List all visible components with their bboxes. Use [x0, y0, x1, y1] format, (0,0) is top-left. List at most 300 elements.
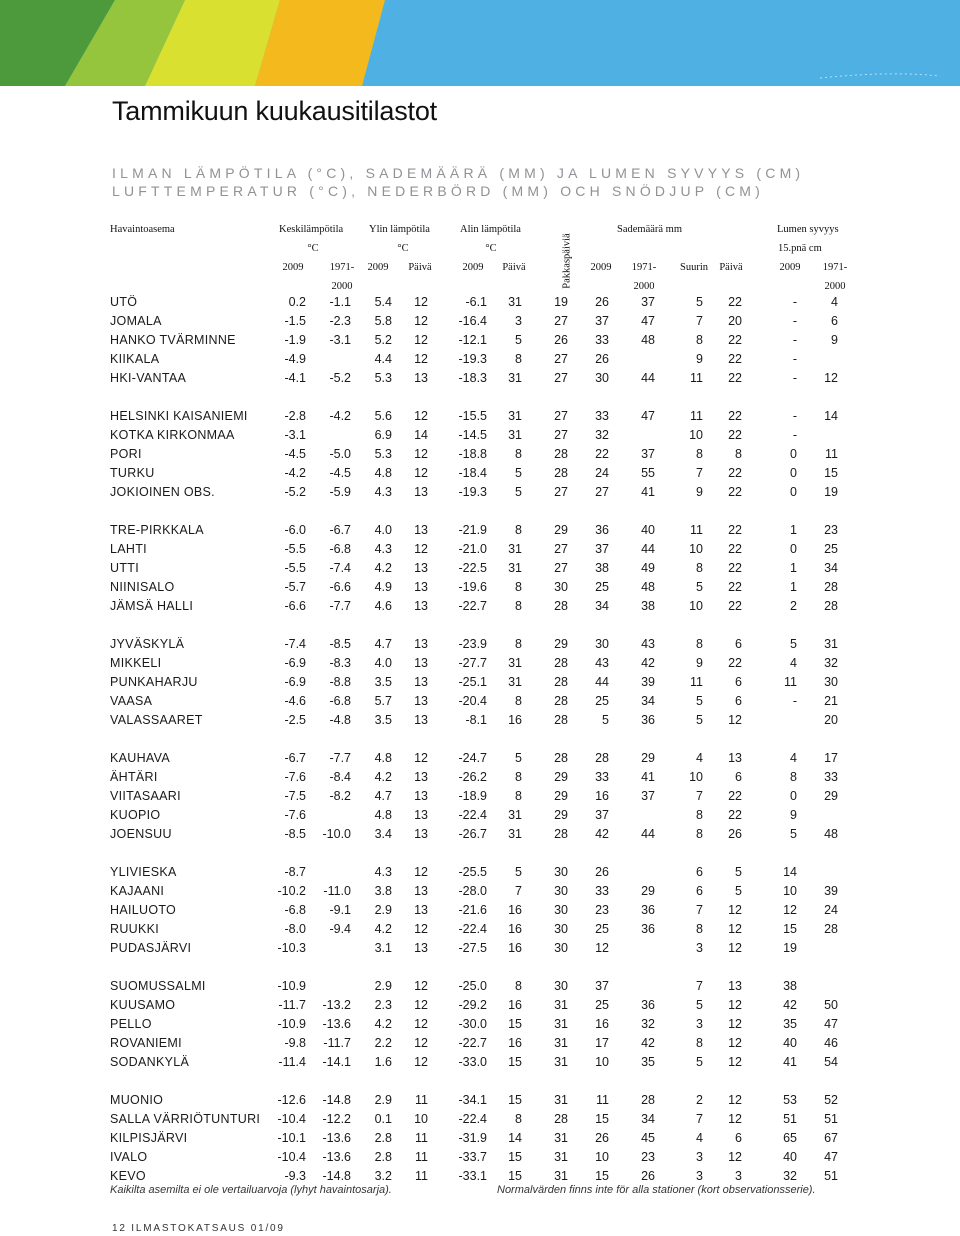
cell-precip-day: 22 [728, 352, 742, 366]
cell-max-2009: 2.9 [374, 1093, 392, 1107]
cell-min-day: 8 [515, 599, 522, 613]
cell-snow-normal: 23 [824, 523, 838, 537]
cell-mean-2009: -4.2 [284, 466, 306, 480]
header-precip-2000: 2000 [633, 281, 655, 292]
cell-min-day: 15 [508, 1055, 522, 1069]
cell-min-day: 31 [508, 656, 522, 670]
cell-mean-2009: -10.2 [277, 884, 306, 898]
header-precip-day: Päivä [719, 262, 743, 273]
cell-precip-day: 22 [728, 656, 742, 670]
cell-precip-max: 8 [696, 827, 703, 841]
table-row [0, 920, 960, 939]
table-row [0, 445, 960, 464]
cell-mean-2009: -5.7 [284, 580, 306, 594]
cell-min-2009: -14.5 [458, 428, 487, 442]
table-row [0, 483, 960, 502]
cell-snow-normal: 19 [824, 485, 838, 499]
cell-frost-days: 31 [554, 1169, 568, 1183]
cell-max-2009: 4.8 [374, 751, 392, 765]
cell-min-2009: -22.4 [458, 808, 487, 822]
cell-snow-2009: 65 [783, 1131, 797, 1145]
header-snow: Lumen syvyys [777, 224, 839, 235]
cell-min-day: 8 [515, 352, 522, 366]
cell-precip-2009: 17 [595, 1036, 609, 1050]
cell-min-day: 8 [515, 979, 522, 993]
cell-precip-2009: 25 [595, 922, 609, 936]
cell-precip-normal: 35 [641, 1055, 655, 1069]
cell-precip-max: 5 [696, 713, 703, 727]
station-name: MUONIO [110, 1093, 164, 1107]
cell-mean-normal: -5.9 [329, 485, 351, 499]
cell-max-day: 10 [414, 1112, 428, 1126]
station-name: KUOPIO [110, 808, 161, 822]
cell-mean-2009: -5.5 [284, 542, 306, 556]
station-name: JOKIOINEN OBS. [110, 485, 215, 499]
cell-max-2009: 4.6 [374, 599, 392, 613]
cell-precip-2009: 37 [595, 808, 609, 822]
cell-precip-day: 12 [728, 1112, 742, 1126]
cell-precip-max: 10 [689, 770, 703, 784]
header-precip: Sademäärä mm [617, 224, 683, 235]
cell-precip-max: 7 [696, 979, 703, 993]
cell-precip-normal: 23 [641, 1150, 655, 1164]
cell-min-day: 15 [508, 1093, 522, 1107]
cell-snow-normal: 25 [824, 542, 838, 556]
station-name: JOENSUU [110, 827, 172, 841]
cell-frost-days: 28 [554, 656, 568, 670]
cell-mean-2009: -10.9 [277, 979, 306, 993]
cell-precip-max: 10 [689, 542, 703, 556]
subtitle-finnish: ILMAN LÄMPÖTILA (°C), SADEMÄÄRÄ (MM) JA LUMEN SYVYYS (CM) [112, 165, 805, 181]
cell-min-day: 8 [515, 1112, 522, 1126]
cell-min-day: 5 [515, 333, 522, 347]
cell-min-2009: -16.4 [458, 314, 487, 328]
cell-min-2009: -6.1 [465, 295, 487, 309]
cell-snow-normal: 34 [824, 561, 838, 575]
cell-precip-2009: 37 [595, 542, 609, 556]
cell-max-2009: 2.2 [374, 1036, 392, 1050]
cell-frost-days: 29 [554, 637, 568, 651]
cell-min-2009: -25.0 [458, 979, 487, 993]
station-name: HKI-VANTAA [110, 371, 187, 385]
header-station: Havaintoasema [110, 224, 175, 235]
cell-frost-days: 28 [554, 827, 568, 841]
cell-max-day: 13 [414, 371, 428, 385]
cell-min-2009: -8.1 [465, 713, 487, 727]
table-row [0, 635, 960, 654]
cell-precip-2009: 25 [595, 580, 609, 594]
cell-min-day: 16 [508, 998, 522, 1012]
cell-min-2009: -18.3 [458, 371, 487, 385]
cell-min-2009: -21.6 [458, 903, 487, 917]
cell-precip-day: 22 [728, 599, 742, 613]
cell-frost-days: 28 [554, 694, 568, 708]
cell-min-2009: -18.8 [458, 447, 487, 461]
cell-max-day: 13 [414, 599, 428, 613]
station-name: VAASA [110, 694, 153, 708]
cell-snow-normal: 48 [824, 827, 838, 841]
cell-max-day: 12 [414, 979, 428, 993]
cell-frost-days: 28 [554, 751, 568, 765]
subtitle-swedish: LUFTTEMPERATUR (°C), NEDERBÖRD (MM) OCH SNÖDJUP (CM) [112, 183, 765, 199]
cell-min-day: 15 [508, 1150, 522, 1164]
cell-max-day: 13 [414, 523, 428, 537]
cell-precip-day: 22 [728, 409, 742, 423]
cell-max-day: 12 [414, 1055, 428, 1069]
cell-mean-normal: -4.8 [329, 713, 351, 727]
cell-mean-normal: -14.1 [322, 1055, 351, 1069]
cell-max-2009: 3.5 [374, 675, 392, 689]
cell-frost-days: 30 [554, 580, 568, 594]
cell-precip-2009: 10 [595, 1055, 609, 1069]
station-name: VIITASAARI [110, 789, 181, 803]
cell-snow-2009: 4 [790, 656, 797, 670]
cell-precip-max: 11 [690, 409, 703, 423]
cell-max-2009: 5.7 [374, 694, 392, 708]
cell-min-day: 5 [515, 751, 522, 765]
cell-mean-normal: -4.2 [329, 409, 351, 423]
cell-min-2009: -19.3 [458, 485, 487, 499]
table-row [0, 1015, 960, 1034]
cell-min-day: 31 [508, 675, 522, 689]
cell-precip-day: 22 [728, 789, 742, 803]
cell-snow-normal: 51 [824, 1169, 838, 1183]
cell-mean-2009: -9.8 [284, 1036, 306, 1050]
cell-mean-2009: -8.7 [284, 865, 306, 879]
cell-precip-normal: 36 [641, 998, 655, 1012]
cell-precip-normal: 28 [641, 1093, 655, 1107]
cell-max-day: 13 [414, 808, 428, 822]
station-name: VALASSAARET [110, 713, 203, 727]
cell-mean-2009: -4.6 [284, 694, 306, 708]
cell-precip-normal: 45 [641, 1131, 655, 1145]
cell-precip-2009: 33 [595, 884, 609, 898]
cell-precip-2009: 15 [595, 1169, 609, 1183]
cell-max-2009: 4.3 [374, 485, 392, 499]
cell-max-day: 12 [414, 865, 428, 879]
cell-precip-normal: 44 [641, 542, 655, 556]
cell-max-2009: 5.2 [374, 333, 392, 347]
cell-snow-normal: 46 [824, 1036, 838, 1050]
cell-mean-2009: -11.7 [278, 998, 306, 1012]
cell-max-2009: 3.4 [374, 827, 392, 841]
station-name: UTÖ [110, 295, 138, 309]
cell-snow-normal: 17 [824, 751, 838, 765]
cell-max-2009: 5.3 [374, 447, 392, 461]
cell-min-day: 16 [508, 941, 522, 955]
cell-precip-max: 11 [690, 371, 703, 385]
cell-min-2009: -26.7 [458, 827, 487, 841]
cell-precip-normal: 26 [641, 1169, 655, 1183]
cell-max-day: 12 [414, 1017, 428, 1031]
cell-precip-2009: 37 [595, 314, 609, 328]
table-row [0, 673, 960, 692]
cell-precip-2009: 23 [595, 903, 609, 917]
cell-snow-normal: 47 [824, 1017, 838, 1031]
cell-precip-max: 8 [696, 447, 703, 461]
cell-precip-2009: 26 [595, 352, 609, 366]
cell-precip-normal: 37 [641, 789, 655, 803]
cell-precip-day: 6 [735, 637, 742, 651]
cell-precip-max: 6 [696, 884, 703, 898]
cell-precip-normal: 42 [641, 656, 655, 670]
cell-snow-2009: - [792, 295, 797, 309]
cell-precip-normal: 38 [641, 599, 655, 613]
cell-mean-normal: -6.8 [329, 542, 351, 556]
cell-precip-normal: 41 [641, 770, 655, 784]
cell-max-2009: 4.7 [374, 637, 392, 651]
cell-precip-2009: 27 [595, 485, 609, 499]
cell-precip-day: 12 [728, 1036, 742, 1050]
cell-min-day: 7 [515, 884, 522, 898]
cell-mean-2009: -11.4 [278, 1055, 306, 1069]
cell-min-day: 8 [515, 447, 522, 461]
table-row [0, 768, 960, 787]
cell-snow-2009: 40 [783, 1036, 797, 1050]
banner-graphic [0, 0, 960, 86]
cell-min-day: 8 [515, 580, 522, 594]
cell-precip-max: 9 [696, 656, 703, 670]
cell-min-2009: -18.9 [458, 789, 487, 803]
cell-min-day: 16 [508, 922, 522, 936]
table-row [0, 597, 960, 616]
cell-frost-days: 28 [554, 466, 568, 480]
cell-mean-2009: -6.8 [284, 903, 306, 917]
cell-precip-max: 8 [696, 333, 703, 347]
cell-precip-normal: 49 [641, 561, 655, 575]
cell-mean-normal: -1.1 [329, 295, 351, 309]
cell-snow-normal: 14 [824, 409, 838, 423]
cell-precip-2009: 42 [595, 827, 609, 841]
cell-precip-max: 5 [696, 580, 703, 594]
cell-precip-max: 11 [690, 675, 703, 689]
cell-snow-2009: - [792, 409, 797, 423]
cell-snow-2009: 19 [783, 941, 797, 955]
cell-precip-day: 13 [728, 979, 742, 993]
cell-precip-day: 22 [728, 333, 742, 347]
station-name: TURKU [110, 466, 155, 480]
cell-precip-normal: 34 [641, 694, 655, 708]
station-name: RUUKKI [110, 922, 160, 936]
cell-precip-2009: 11 [596, 1093, 609, 1107]
cell-max-day: 12 [414, 352, 428, 366]
station-name: KUUSAMO [110, 998, 176, 1012]
cell-min-2009: -31.9 [458, 1131, 487, 1145]
cell-precip-day: 22 [728, 580, 742, 594]
cell-max-2009: 3.5 [374, 713, 392, 727]
header-snow-1971: 1971- [822, 262, 848, 273]
station-name: KAUHAVA [110, 751, 170, 765]
cell-mean-2009: -7.4 [284, 637, 306, 651]
cell-precip-normal: 47 [641, 409, 655, 423]
page-title: Tammikuun kuukausitilastot [112, 96, 437, 126]
cell-mean-normal: -10.0 [322, 827, 351, 841]
cell-max-2009: 3.8 [374, 884, 392, 898]
cell-precip-max: 4 [696, 1131, 703, 1145]
cell-mean-2009: -1.9 [284, 333, 306, 347]
cell-max-day: 12 [414, 295, 428, 309]
cell-precip-max: 5 [696, 998, 703, 1012]
cell-snow-2009: 41 [783, 1055, 797, 1069]
cell-precip-max: 2 [696, 1093, 703, 1107]
table-row [0, 692, 960, 711]
cell-min-day: 31 [508, 561, 522, 575]
cell-precip-day: 22 [728, 428, 742, 442]
cell-max-2009: 4.9 [374, 580, 392, 594]
cell-min-2009: -22.7 [458, 1036, 487, 1050]
table-row [0, 407, 960, 426]
cell-snow-normal: 9 [831, 333, 838, 347]
cell-min-day: 15 [508, 1017, 522, 1031]
cell-precip-normal: 43 [641, 637, 655, 651]
cell-precip-day: 6 [735, 1131, 742, 1145]
cell-frost-days: 28 [554, 599, 568, 613]
cell-frost-days: 27 [554, 409, 568, 423]
header-min-day: Päivä [502, 262, 526, 273]
cell-snow-normal: 28 [824, 922, 838, 936]
cell-min-2009: -22.5 [458, 561, 487, 575]
cell-snow-2009: 10 [783, 884, 797, 898]
cell-precip-day: 6 [735, 675, 742, 689]
cell-precip-normal: 48 [641, 580, 655, 594]
cell-mean-2009: -8.0 [284, 922, 306, 936]
cell-max-2009: 4.8 [374, 466, 392, 480]
cell-snow-2009: 0 [790, 466, 797, 480]
cell-precip-day: 22 [728, 542, 742, 556]
cell-precip-day: 26 [728, 827, 742, 841]
cell-snow-2009: - [792, 333, 797, 347]
cell-snow-2009: 15 [783, 922, 797, 936]
cell-snow-normal: 24 [824, 903, 838, 917]
cell-max-day: 13 [414, 485, 428, 499]
cell-max-2009: 0.1 [374, 1112, 392, 1126]
cell-snow-normal: 47 [824, 1150, 838, 1164]
cell-precip-max: 7 [696, 314, 703, 328]
cell-snow-2009: 5 [790, 637, 797, 651]
cell-precip-normal: 34 [641, 1112, 655, 1126]
cell-snow-2009: 1 [790, 580, 797, 594]
station-name: TRE-PIRKKALA [110, 523, 204, 537]
cell-max-day: 12 [414, 409, 428, 423]
station-name: PUDASJÄRVI [110, 941, 192, 955]
cell-precip-day: 22 [728, 485, 742, 499]
cell-frost-days: 31 [554, 1093, 568, 1107]
cell-mean-2009: -4.5 [284, 447, 306, 461]
cell-precip-day: 5 [735, 865, 742, 879]
cell-mean-normal: -6.6 [329, 580, 351, 594]
table-row [0, 996, 960, 1015]
cell-frost-days: 28 [554, 1112, 568, 1126]
cell-max-2009: 3.2 [374, 1169, 392, 1183]
cell-snow-2009: 2 [790, 599, 797, 613]
cell-frost-days: 28 [554, 447, 568, 461]
cell-precip-2009: 44 [595, 675, 609, 689]
table-row [0, 711, 960, 730]
cell-precip-2009: 36 [595, 523, 609, 537]
table-row [0, 540, 960, 559]
cell-min-2009: -22.4 [458, 1112, 487, 1126]
cell-precip-max: 3 [696, 1150, 703, 1164]
header-snow-2000: 2000 [824, 281, 846, 292]
cell-precip-2009: 34 [595, 599, 609, 613]
cell-snow-2009: - [792, 314, 797, 328]
cell-precip-day: 8 [735, 447, 742, 461]
cell-precip-normal: 29 [641, 751, 655, 765]
cell-precip-day: 22 [728, 466, 742, 480]
cell-min-day: 31 [508, 371, 522, 385]
cell-precip-2009: 5 [602, 713, 609, 727]
station-name: NIINISALO [110, 580, 175, 594]
cell-precip-normal: 39 [641, 675, 655, 689]
cell-precip-2009: 38 [595, 561, 609, 575]
cell-max-2009: 5.8 [374, 314, 392, 328]
cell-snow-2009: 51 [783, 1112, 797, 1126]
cell-snow-normal: 30 [824, 675, 838, 689]
cell-snow-2009: 5 [790, 827, 797, 841]
cell-snow-2009: 8 [790, 770, 797, 784]
cell-min-day: 31 [508, 808, 522, 822]
table-row [0, 977, 960, 996]
cell-snow-2009: 9 [790, 808, 797, 822]
cell-frost-days: 27 [554, 371, 568, 385]
table-row [0, 882, 960, 901]
cell-max-2009: 4.0 [374, 523, 392, 537]
cell-max-day: 13 [414, 561, 428, 575]
cell-mean-normal: -8.2 [329, 789, 351, 803]
cell-mean-normal: -13.2 [322, 998, 351, 1012]
cell-max-2009: 2.9 [374, 979, 392, 993]
cell-mean-normal: -3.1 [329, 333, 351, 347]
table-row [0, 559, 960, 578]
cell-mean-normal: -13.6 [322, 1150, 351, 1164]
cell-min-day: 5 [515, 466, 522, 480]
cell-min-2009: -20.4 [458, 694, 487, 708]
cell-max-day: 13 [414, 656, 428, 670]
cell-snow-2009: 53 [783, 1093, 797, 1107]
cell-precip-day: 22 [728, 523, 742, 537]
cell-min-day: 16 [508, 1036, 522, 1050]
cell-precip-day: 12 [728, 1055, 742, 1069]
cell-min-day: 16 [508, 713, 522, 727]
cell-precip-max: 5 [696, 1055, 703, 1069]
cell-min-2009: -23.9 [458, 637, 487, 651]
cell-mean-2009: -7.5 [284, 789, 306, 803]
cell-max-day: 13 [414, 713, 428, 727]
cell-snow-normal: 31 [824, 637, 838, 651]
table-row [0, 331, 960, 350]
cell-max-day: 12 [414, 998, 428, 1012]
cell-mean-2009: -5.5 [284, 561, 306, 575]
cell-frost-days: 27 [554, 428, 568, 442]
cell-mean-normal: -5.2 [329, 371, 351, 385]
cell-min-day: 14 [508, 1131, 522, 1145]
table-row [0, 464, 960, 483]
cell-snow-normal: 33 [824, 770, 838, 784]
cell-min-day: 8 [515, 789, 522, 803]
station-name: UTTI [110, 561, 139, 575]
cell-max-2009: 4.0 [374, 656, 392, 670]
station-name: ÄHTÄRI [110, 770, 158, 784]
cell-min-2009: -21.9 [458, 523, 487, 537]
footnote-finnish: Kaikilta asemilta ei ole vertailuarvoja (lyhyt havaintosarja). [110, 1184, 392, 1196]
cell-frost-days: 27 [554, 542, 568, 556]
header-snow-2009: 2009 [779, 262, 801, 273]
cell-min-2009: -34.1 [458, 1093, 487, 1107]
cell-frost-days: 28 [554, 675, 568, 689]
cell-frost-days: 27 [554, 485, 568, 499]
cell-max-2009: 4.2 [374, 770, 392, 784]
header-snow-date: 15.pnä cm [778, 243, 822, 254]
